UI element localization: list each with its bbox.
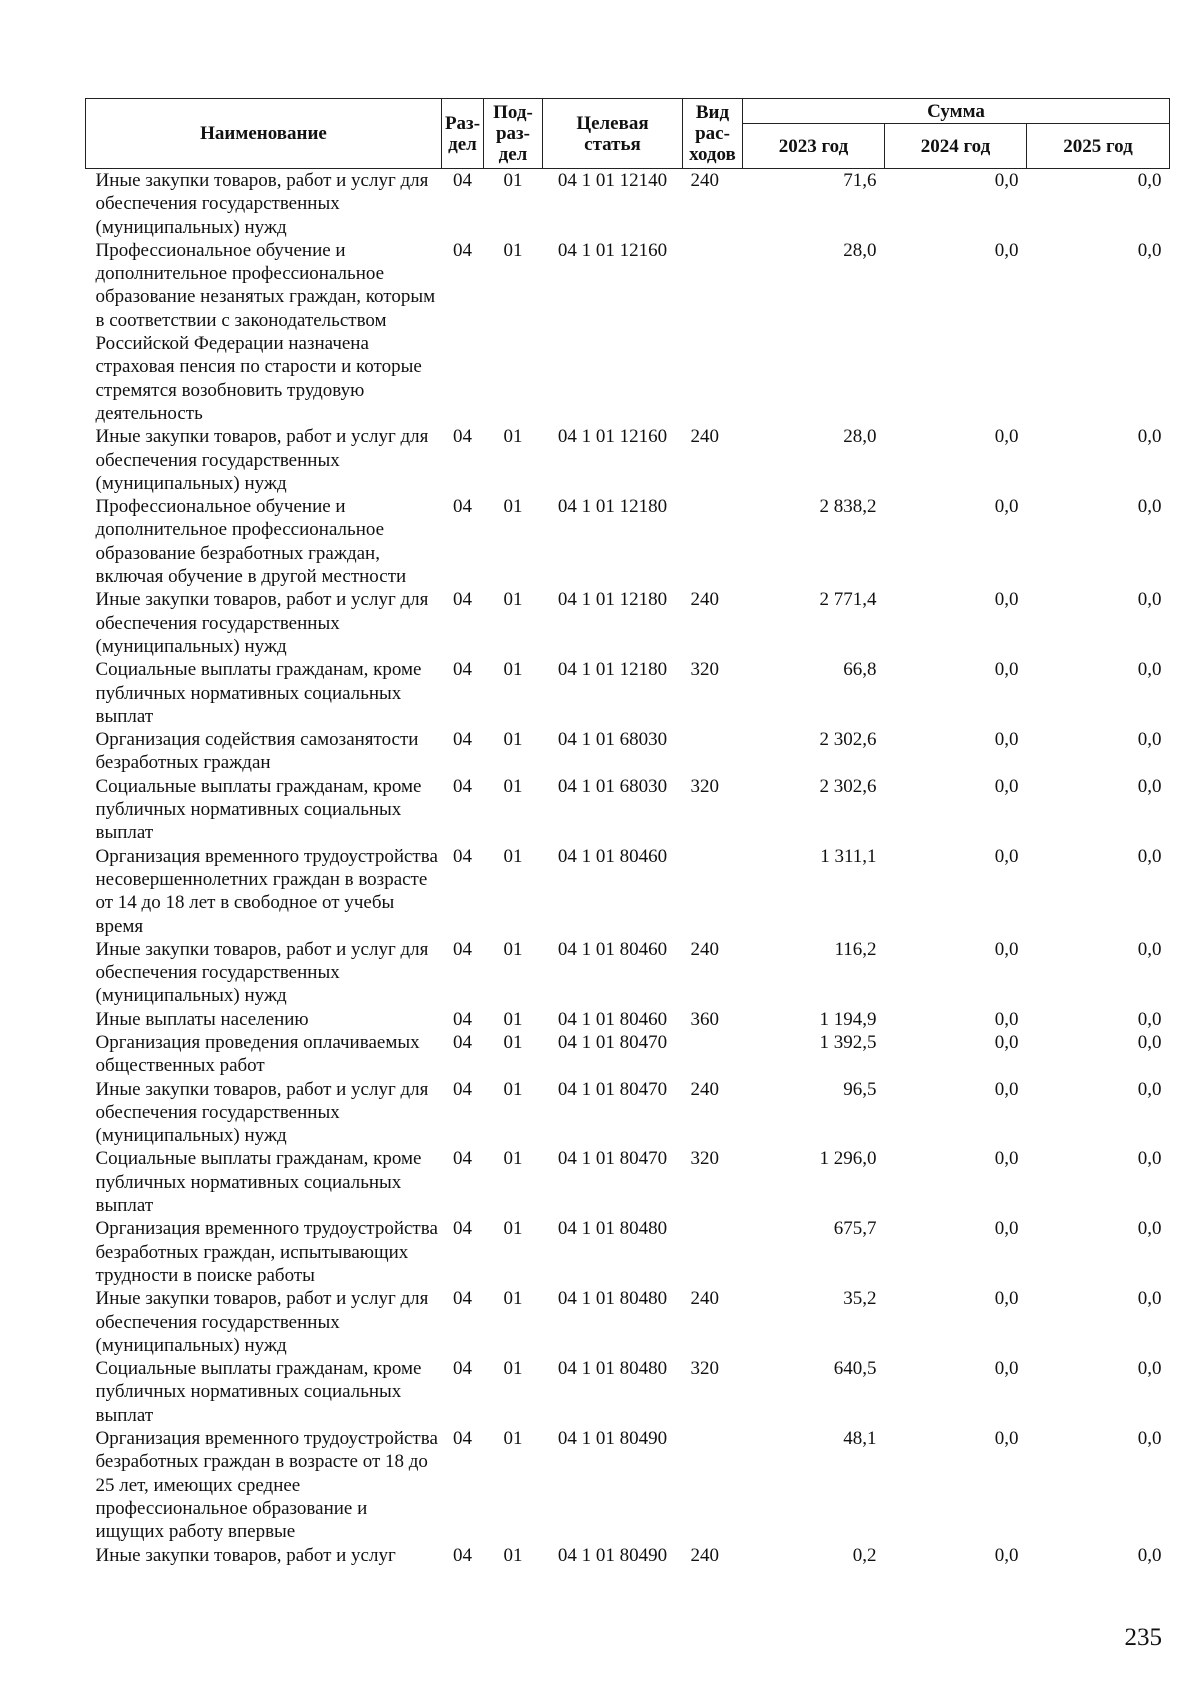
row-celevaya: 04 1 01 12180 [557,659,668,681]
table-row [86,239,1170,425]
row-podrazdel: 01 [503,1008,523,1030]
header-2024-label: 2024 год [920,135,991,157]
row-razdel: 04 [453,1031,472,1053]
row-podrazdel: 01 [503,1288,523,1310]
row-amount-2023: 96,5 [843,1078,877,1100]
table-row [86,658,1170,728]
row-podrazdel: 01 [503,1148,523,1170]
row-amount-2025: 0,0 [1137,1218,1162,1240]
row-celevaya: 04 1 01 12180 [557,496,668,518]
row-name: Организация временного трудоустройства несовершеннолетних граждан в возрасте от 14 до 18 лет в свободное от учебы время [95,845,438,937]
row-amount-2023: 71,6 [843,170,877,191]
header-celevaya [543,99,683,169]
budget-table [85,98,1170,1567]
row-vid [683,239,743,425]
row-celevaya: 04 1 01 80480 [557,1358,668,1380]
row-vid [683,1217,743,1287]
row-razdel: 04 [453,426,472,448]
table-row [86,425,1170,495]
row-amount-2023: 66,8 [843,659,877,681]
row-amount-2023: 0,2 [852,1544,877,1566]
row-razdel: 04 [453,1428,472,1450]
row-amount-2024: 0,0 [994,1078,1019,1100]
header-summa-label: Сумма [927,100,985,122]
row-amount-2024: 0,0 [994,659,1019,681]
row-name: Иные закупки товаров, работ и услуг для обеспечения государственных (муниципальных) нужд [95,589,429,657]
row-amount-2025: 0,0 [1137,1008,1162,1030]
row-amount-2023: 640,5 [833,1358,877,1380]
header-celevaya-label: Целевая статья [576,112,649,155]
row-amount-2023: 675,7 [833,1218,877,1240]
row-celevaya: 04 1 01 80470 [557,1031,668,1053]
row-vid: 240 [690,426,719,448]
row-vid [683,1031,743,1078]
row-amount-2025: 0,0 [1137,1031,1162,1053]
row-razdel: 04 [453,1288,472,1310]
table-row [86,1217,1170,1287]
header-podrazdel-label: Под- раз- дел [493,102,533,165]
row-celevaya: 04 1 01 80460 [557,938,668,960]
row-amount-2025: 0,0 [1137,496,1162,518]
row-amount-2024: 0,0 [994,1148,1019,1170]
row-razdel: 04 [453,1358,472,1380]
row-name: Профессиональное обучение и дополнительное профессиональное образование незанятых граждан, которым в соответствии с законодательством Российской Федерации назначена страховая пенсия по старости и которые стремятся возобновить трудовую деятельность [95,239,436,424]
row-celevaya: 04 1 01 80480 [557,1218,668,1240]
table-row [86,938,1170,1008]
row-vid [683,495,743,588]
header-vid [683,99,743,169]
row-name: Иные закупки товаров, работ и услуг для обеспечения государственных (муниципальных) нужд [95,938,429,1007]
row-name: Иные закупки товаров, работ и услуг для обеспечения государственных (муниципальных) нужд [95,426,429,494]
row-vid: 360 [690,1008,719,1030]
row-podrazdel: 01 [503,1428,523,1450]
row-podrazdel: 01 [503,659,523,681]
row-celevaya: 04 1 01 80460 [557,1008,668,1030]
header-2025-label: 2025 год [1063,135,1133,157]
row-celevaya: 04 1 01 80460 [557,845,668,867]
header-2023 [743,124,885,169]
row-vid: 320 [690,659,719,681]
row-podrazdel: 01 [503,239,523,261]
row-vid [683,1427,743,1543]
row-amount-2025: 0,0 [1137,239,1162,261]
row-podrazdel: 01 [503,845,523,867]
row-amount-2023: 1 296,0 [819,1148,877,1170]
row-amount-2024: 0,0 [994,170,1019,191]
row-vid: 240 [690,589,719,611]
row-vid: 240 [690,938,719,960]
row-podrazdel: 01 [503,1544,523,1566]
row-celevaya: 04 1 01 80470 [557,1078,668,1100]
header-2024 [885,124,1027,169]
table-row [86,1357,1170,1427]
header-razdel [442,99,484,169]
table-header [86,99,1170,169]
row-name: Иные закупки товаров, работ и услуг для обеспечения государственных (муниципальных) нужд [95,170,429,238]
row-amount-2025: 0,0 [1137,1358,1162,1380]
row-amount-2023: 2 771,4 [819,589,877,611]
table-row [86,495,1170,588]
header-name [86,99,442,169]
header-name-label: Наименование [200,123,327,144]
table-row [86,1544,1170,1567]
row-amount-2023: 48,1 [843,1428,877,1450]
row-amount-2025: 0,0 [1137,1078,1162,1100]
header-vid-label: Вид рас- ходов [689,102,736,165]
row-name: Организация временного трудоустройства безработных граждан в возрасте от 18 до 25 лет, имеющих среднее профессиональное образование и ищущих работу впервые [95,1428,438,1543]
row-amount-2025: 0,0 [1137,659,1162,681]
row-amount-2025: 0,0 [1137,938,1162,960]
row-razdel: 04 [453,1218,472,1240]
row-amount-2024: 0,0 [994,1428,1019,1450]
row-amount-2024: 0,0 [994,589,1019,611]
row-amount-2024: 0,0 [994,1031,1019,1053]
row-vid: 240 [690,170,719,191]
row-vid: 320 [690,775,719,797]
row-celevaya: 04 1 01 80480 [557,1288,668,1310]
row-name: Социальные выплаты гражданам, кроме публичных нормативных социальных выплат [95,1358,422,1426]
row-name: Социальные выплаты гражданам, кроме публичных нормативных социальных выплат [95,1148,422,1217]
header-2025 [1027,124,1170,169]
row-razdel: 04 [453,1008,472,1030]
row-razdel: 04 [453,659,472,681]
row-razdel: 04 [453,1544,472,1566]
row-celevaya: 04 1 01 80490 [557,1544,668,1566]
row-amount-2024: 0,0 [994,1008,1019,1030]
table-row [86,845,1170,938]
row-amount-2023: 28,0 [843,426,877,448]
table-row [86,169,1170,239]
row-amount-2025: 0,0 [1137,775,1162,797]
row-celevaya: 04 1 01 80470 [557,1148,668,1170]
row-razdel: 04 [453,589,472,611]
row-podrazdel: 01 [503,1358,523,1380]
row-celevaya: 04 1 01 12160 [557,426,668,448]
row-vid [683,845,743,938]
row-amount-2025: 0,0 [1137,170,1162,191]
row-celevaya: 04 1 01 12140 [557,170,668,191]
row-razdel: 04 [453,938,472,960]
table-body [86,169,1170,1567]
row-name: Организация проведения оплачиваемых общественных работ [95,1031,420,1077]
row-razdel: 04 [453,845,472,867]
row-amount-2024: 0,0 [994,938,1019,960]
row-vid: 240 [690,1544,719,1566]
row-amount-2024: 0,0 [994,1544,1019,1566]
row-name: Социальные выплаты гражданам, кроме публичных нормативных социальных выплат [95,659,422,727]
row-podrazdel: 01 [503,938,523,960]
row-celevaya: 04 1 01 12160 [557,239,668,261]
row-name: Социальные выплаты гражданам, кроме публичных нормативных социальных выплат [95,775,422,844]
row-amount-2025: 0,0 [1137,845,1162,867]
table-row [86,1427,1170,1543]
row-razdel: 04 [453,239,472,261]
row-amount-2025: 0,0 [1137,1288,1162,1310]
table-row [86,1031,1170,1078]
row-vid: 240 [690,1288,719,1310]
row-razdel: 04 [453,775,472,797]
row-name: Иные закупки товаров, работ и услуг для обеспечения государственных (муниципальных) нужд [95,1288,429,1356]
row-vid: 240 [690,1078,719,1100]
row-razdel: 04 [453,1078,472,1100]
row-razdel: 04 [453,1148,472,1170]
table-row [86,588,1170,658]
row-amount-2025: 0,0 [1137,729,1162,751]
row-podrazdel: 01 [503,170,523,191]
table-row [86,1147,1170,1217]
row-podrazdel: 01 [503,729,523,751]
row-amount-2023: 35,2 [843,1288,877,1310]
row-amount-2024: 0,0 [994,729,1019,751]
row-amount-2025: 0,0 [1137,589,1162,611]
row-amount-2023: 28,0 [843,239,877,261]
row-amount-2023: 116,2 [834,938,877,960]
row-podrazdel: 01 [503,1031,523,1053]
table-row [86,728,1170,775]
row-amount-2024: 0,0 [994,1288,1019,1310]
row-razdel: 04 [453,496,472,518]
row-name: Иные закупки товаров, работ и услуг для обеспечения государственных (муниципальных) нужд [95,1078,429,1147]
row-celevaya: 04 1 01 80490 [557,1428,668,1450]
row-celevaya: 04 1 01 68030 [557,729,668,751]
row-name: Организация содействия самозанятости безработных граждан [95,729,419,774]
row-amount-2023: 2 838,2 [819,496,877,518]
header-2023-label: 2023 год [778,135,849,157]
row-vid: 320 [690,1148,719,1170]
row-podrazdel: 01 [503,496,523,518]
row-razdel: 04 [453,729,472,751]
row-razdel: 04 [453,170,472,191]
row-amount-2023: 1 194,9 [819,1008,877,1030]
row-podrazdel: 01 [503,426,523,448]
row-amount-2023: 1 392,5 [819,1031,877,1053]
header-summa [743,99,1170,124]
row-amount-2024: 0,0 [994,496,1019,518]
table-row [86,1078,1170,1148]
row-amount-2023: 1 311,1 [820,845,877,867]
row-name: Иные закупки товаров, работ и услуг [95,1544,396,1566]
row-amount-2025: 0,0 [1137,1544,1162,1566]
row-amount-2023: 2 302,6 [819,729,877,751]
page-number: 235 [1124,1624,1162,1651]
row-amount-2024: 0,0 [994,426,1019,448]
header-podrazdel [484,99,543,169]
table-row [86,1287,1170,1357]
row-amount-2024: 0,0 [994,845,1019,867]
row-amount-2025: 0,0 [1137,1428,1162,1450]
row-podrazdel: 01 [503,1218,523,1240]
row-vid: 320 [690,1358,719,1380]
row-amount-2025: 0,0 [1137,1148,1162,1170]
row-amount-2024: 0,0 [994,1358,1019,1380]
row-amount-2024: 0,0 [994,775,1019,797]
row-podrazdel: 01 [503,775,523,797]
row-podrazdel: 01 [503,1078,523,1100]
table-row [86,775,1170,845]
table-row [86,1008,1170,1031]
row-celevaya: 04 1 01 12180 [557,589,668,611]
row-podrazdel: 01 [503,589,523,611]
row-amount-2023: 2 302,6 [819,775,877,797]
row-amount-2025: 0,0 [1137,426,1162,448]
row-name: Организация временного трудоустройства безработных граждан, испытывающих трудности в поиске работы [95,1218,438,1286]
row-vid [683,728,743,775]
header-razdel-label: Раз- дел [444,112,481,155]
row-amount-2024: 0,0 [994,1218,1019,1240]
row-amount-2024: 0,0 [994,239,1019,261]
row-name: Иные выплаты населению [95,1008,309,1030]
row-name: Профессиональное обучение и дополнительное профессиональное образование безработных граждан, включая обучение в другой местности [95,496,407,588]
row-celevaya: 04 1 01 68030 [557,775,668,797]
